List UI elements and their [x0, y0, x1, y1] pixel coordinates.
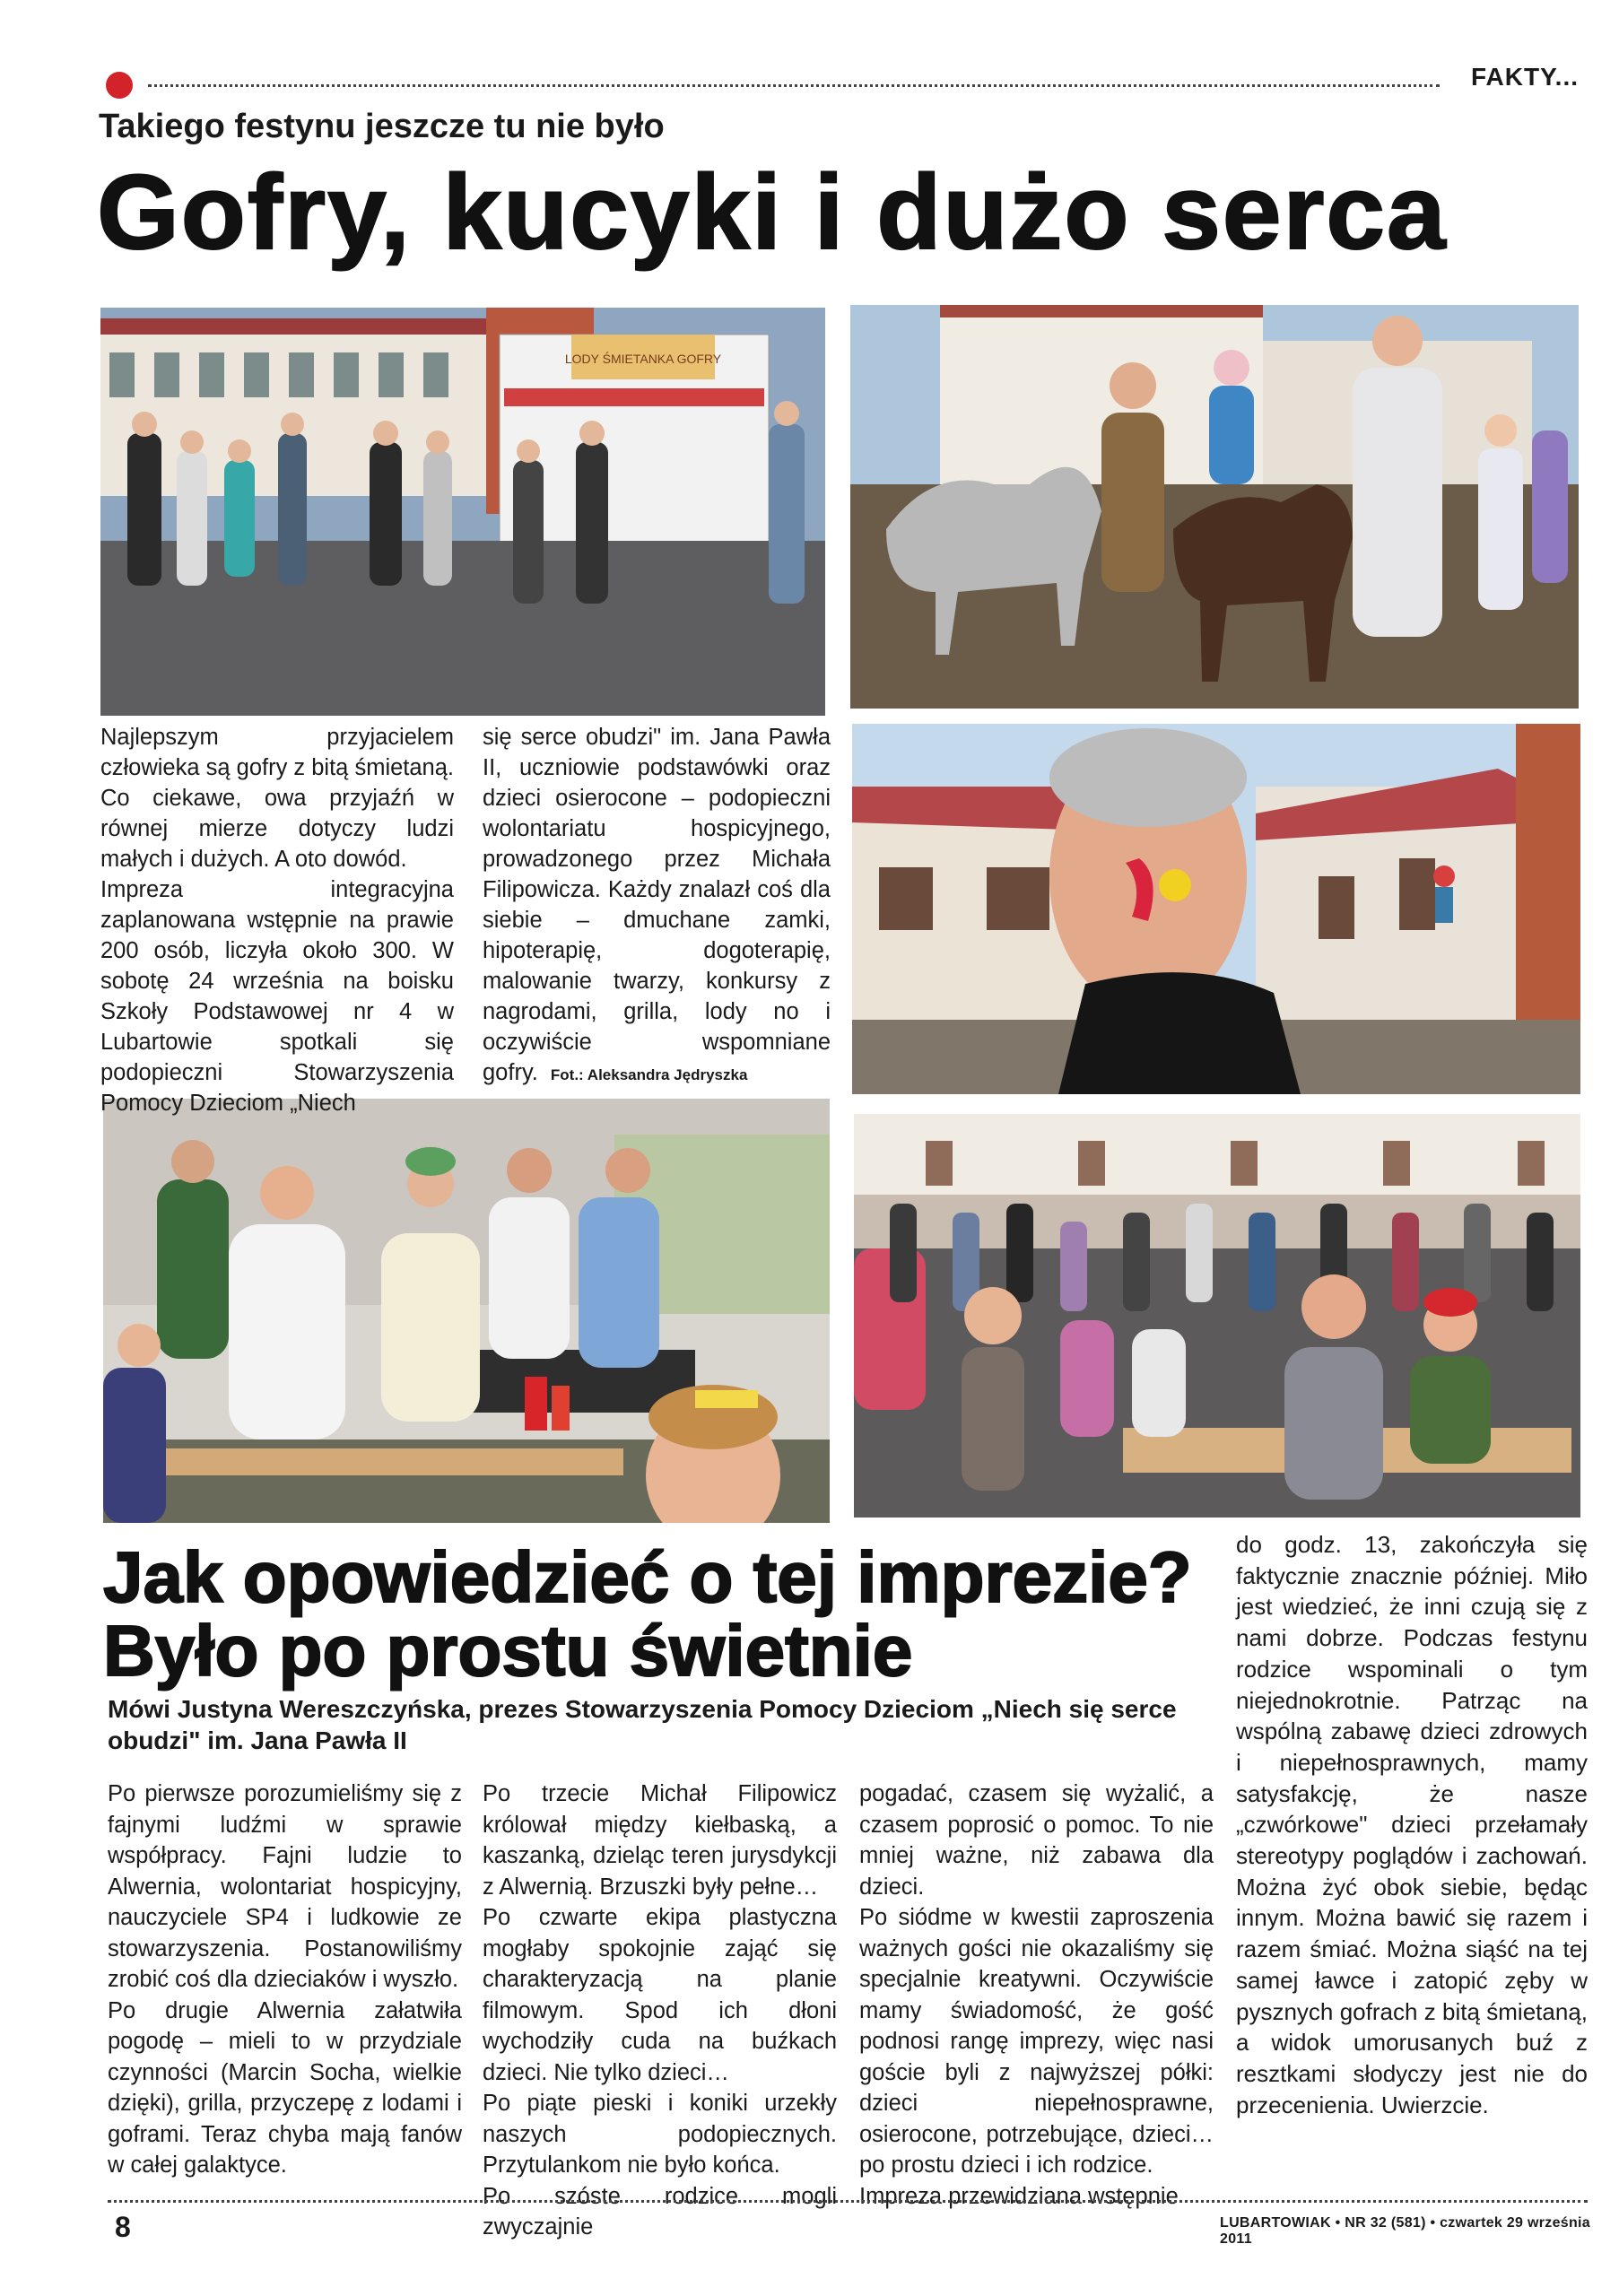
article1-paragraph: się serce obudzi" im. Jana Pawła II, uczniowie podstawówki oraz dzieci osierocone – podopieczni wolontariatu hospicyjnego, prowadzonego przez Michała Filipowicza. Każdy znalazł coś dla siebie – dmuchane zamki, hipoterapię, dogoterapię, malowanie twarzy, konkursy z nagrodami, grilla, lody no i oczywiście wspomniane gofry. [483, 725, 831, 1085]
interview-paragraph: Po szóste rodzice mogli zwyczajnie [483, 2183, 837, 2239]
interview-deck: Mówi Justyna Wereszczyńska, prezes Stowarzyszenia Pomocy Dzieciom „Niech się serce obudzi" im. Jana Pawła II [108, 1695, 1177, 1754]
interview-headline [103, 1537, 1215, 1691]
article1-paragraph: Impreza integracyjna zaplanowana wstępnie na prawie 200 osób, liczyła około 300. W sobotę 24 września na boisku Szkoły Podstawowej nr 4 w Lubartowie spotkali się podopieczni Stowarzyszenia Pomocy Dzieciom „Niech [100, 877, 454, 1116]
interview-paragraph: Po czwarte ekipa plastyczna mogłaby spokojnie zająć się charakteryzacją na planie filmowym. Spod ich dłoni wychodziły cuda na buźkach dzieci. Nie tylko dzieci… [483, 1905, 837, 2085]
interview-paragraph: pogadać, czasem się wyżalić, a czasem poprosić o pomoc. To nie mniej ważne, niż zabawa dla dzieci. [859, 1781, 1214, 1900]
photo-grill [103, 1099, 830, 1523]
article1-paragraph: Najlepszym przyjacielem człowieka są gofry z bitą śmietaną. Co ciekawe, owa przyjaźń w równej mierze dotyczy ludzi małych i dużych. A oto dowód. [100, 725, 455, 872]
red-dot-marker [106, 72, 133, 99]
article1-column-2 [483, 722, 831, 1091]
section-label: FAKTY... [1471, 63, 1580, 91]
interview-paragraph: Po trzecie Michał Filipowicz królował między kiełbaską, a kaszanką, dzieląc teren jurysdykcji z Alwernią. Brzuszki były pełne… [483, 1781, 837, 1900]
photo-ponies [850, 305, 1579, 709]
interview-column-1 [108, 1779, 462, 2181]
page-number: 8 [115, 2211, 131, 2243]
bottom-dotted-rule [108, 2200, 1588, 2203]
interview-column-3 [859, 1779, 1214, 2212]
interview-paragraph: Impreza przewidziana wstępnie [859, 2183, 1179, 2209]
headline: Gofry, kucyki i dużo serca [97, 153, 1448, 272]
footer-publication-info: LUBARTOWIAK • NR 32 (581) • czwartek 29 września 2011 [1220, 2215, 1590, 2247]
photo-crowd-tables [854, 1114, 1580, 1518]
interview-paragraph: Po drugie Alwernia załatwiła pogodę – mieli to w przydziale czynności (Marcin Socha, wielkie dzięki), grilla, przyczepę z lodami i goframi. Teraz chyba mają fanów w całej galaktyce. [108, 1997, 462, 2178]
interview-paragraph: Po piąte pieski i koniki urzekły naszych podopiecznych. Przytulankom nie było końca. [483, 2091, 837, 2178]
interview-headline-line-1: Jak opowiedzieć o tej imprezie? [103, 1537, 1192, 1617]
interview-headline-line-2: Było po prostu świetnie [103, 1611, 913, 1691]
photo-face-paint [852, 724, 1580, 1094]
interview-paragraph: Po pierwsze porozumieliśmy się z fajnymi ludźmi w sprawie współpracy. Fajni ludzie to Alwernia, wolontariat hospicyjny, nauczyciele SP4 i ludkowie ze stowarzyszenia. Postanowiliśmy zrobić coś dla dzieciaków i wyszło. [108, 1781, 462, 1992]
article1-column-1 [100, 722, 454, 1118]
kicker: Takiego festynu jeszcze tu nie było [99, 108, 665, 145]
photo-credit: Fot.: Aleksandra Jędryszka [550, 1066, 748, 1083]
photo-waffle-queue [100, 308, 825, 716]
interview-paragraph: Po siódme w kwestii zaproszenia ważnych gości nie okazaliśmy się specjalnie kreatywni. Oczywiście mamy świadomość, że gość podnosi rangę imprezy, więc nasi goście byli z najwyższej półki: dzieci niepełnosprawne, osierocone, potrzebujące, dzieci… po prostu dzieci i ich rodzice. [859, 1905, 1214, 2178]
trailer-sign: LODY ŚMIETANKA GOFRY [564, 352, 722, 366]
interview-paragraph: do godz. 13, zakończyła się faktycznie znacznie później. Miło jest wiedzieć, że inni czują się z nami dobrze. Podczas festynu rodzice wspominali o tym niejednokrotnie. Patrząc na wspólną zabawę dzieci zdrowych i niepełnosprawnych, mamy satysfakcję, że nasze „czwórkowe" dzieci przełamały stereotypy poglądów i zachowań. Można żyć obok siebie, będąc innym. Można bawić się razem i razem śmiać. Można siąść na tej samej ławce i zatopić zęby w pysznych gofrach z bitą śmietaną, a widok umorusanych buź z resztkami słodyczy jest nie do przecenienia. Uwierzcie. [1236, 1531, 1588, 2118]
interview-column-4 [1236, 1529, 1588, 2120]
top-dotted-rule [148, 84, 1440, 87]
interview-column-2 [483, 1779, 837, 2243]
